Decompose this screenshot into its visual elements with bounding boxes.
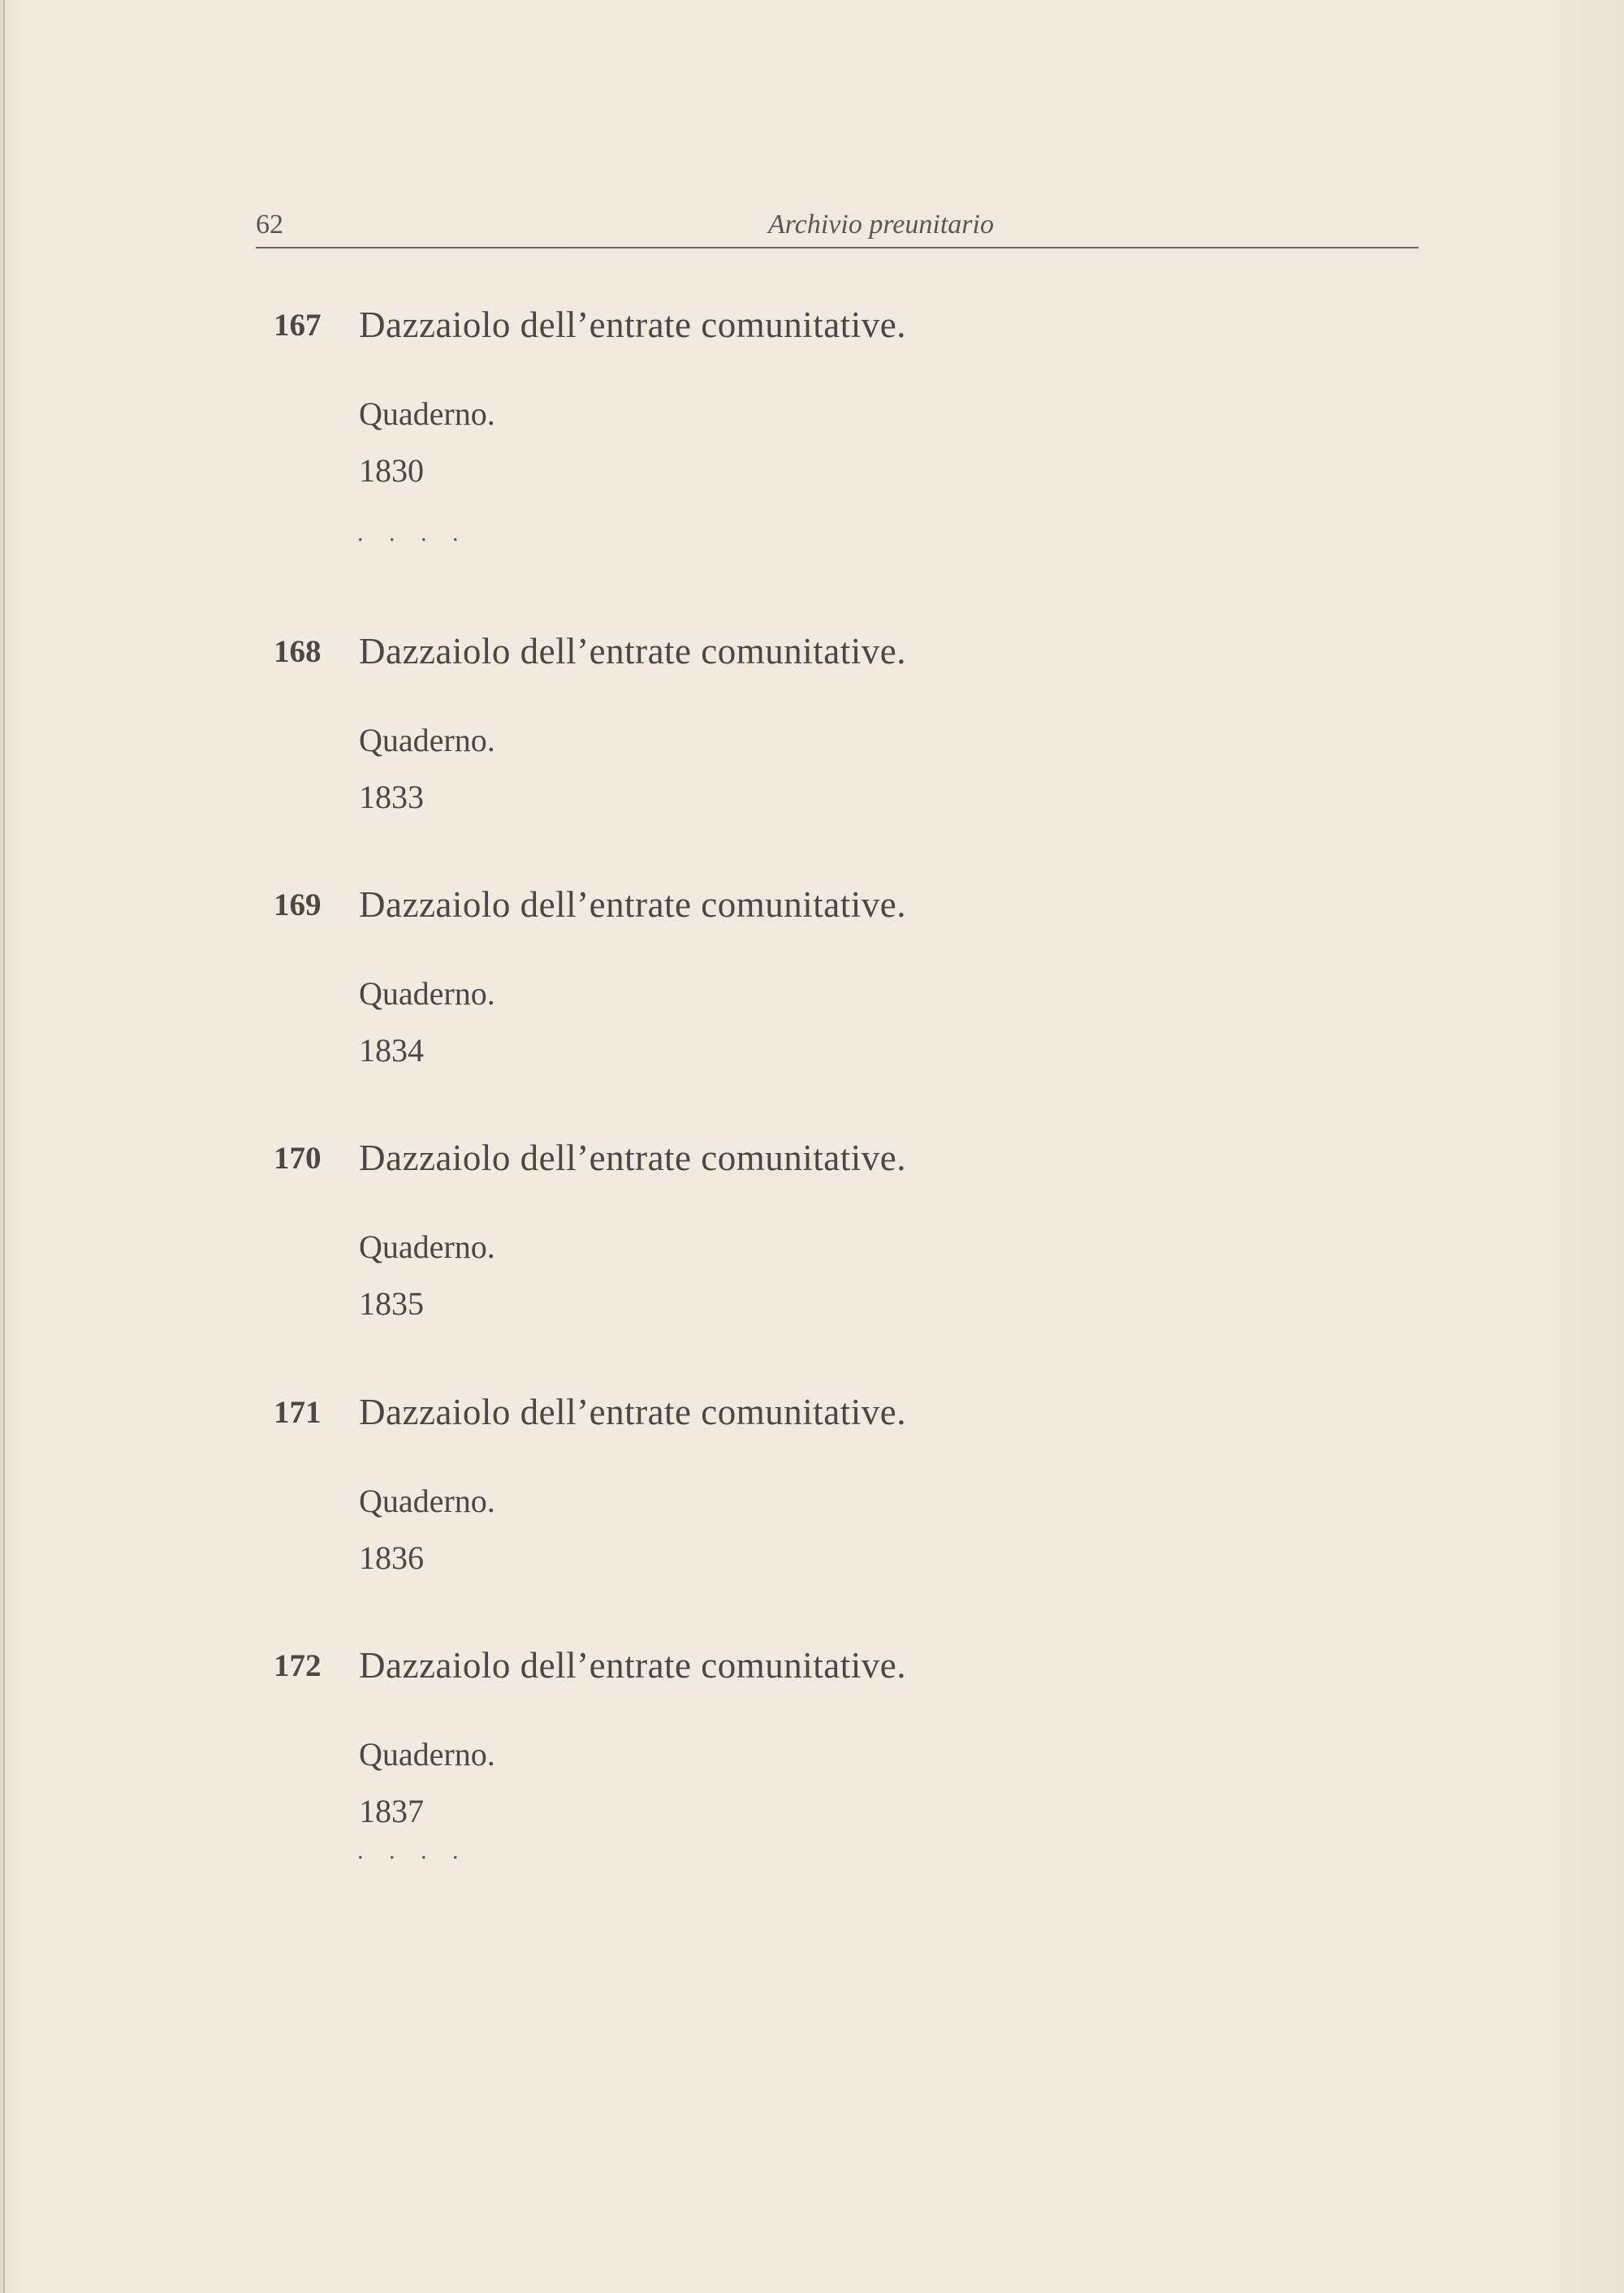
entry-type: Quaderno.: [359, 1229, 495, 1265]
entry-number: 167: [274, 308, 322, 343]
entry-year: 1836: [359, 1539, 424, 1576]
entry-number: 171: [274, 1395, 322, 1430]
entry-number: 172: [274, 1648, 322, 1683]
entry-title: Dazzaiolo dell’entrate comunitative.: [359, 304, 906, 345]
entry-year: 1830: [359, 452, 424, 489]
entry-title: Dazzaiolo dell’entrate comunitative.: [359, 884, 906, 925]
entry-title: Dazzaiolo dell’entrate comunitative.: [359, 1645, 906, 1686]
page-header: [256, 205, 1419, 248]
entry-year: 1835: [359, 1285, 424, 1322]
entry-year: 1833: [359, 779, 424, 815]
page-edge: [3, 0, 5, 2293]
entry-year: 1834: [359, 1032, 424, 1069]
entry-number: 169: [274, 887, 322, 922]
entry-ellipsis: . . . .: [357, 520, 469, 546]
entry-year: 1837: [359, 1793, 424, 1829]
running-title: Archivio preunitario: [768, 209, 994, 240]
entry-type: Quaderno.: [359, 975, 495, 1012]
entry-title: Dazzaiolo dell’entrate comunitative.: [359, 1138, 906, 1178]
entry-type: Quaderno.: [359, 1483, 495, 1519]
entry-ellipsis: . . . .: [357, 1837, 469, 1864]
entry-type: Quaderno.: [359, 395, 495, 432]
entry-type: Quaderno.: [359, 1736, 495, 1773]
entry-title: Dazzaiolo dell’entrate comunitative.: [359, 631, 906, 671]
page-number: 62: [256, 209, 283, 240]
entry-type: Quaderno.: [359, 722, 495, 758]
entry-title: Dazzaiolo dell’entrate comunitative.: [359, 1392, 906, 1432]
entry-number: 170: [274, 1141, 322, 1176]
entry-number: 168: [274, 634, 322, 669]
